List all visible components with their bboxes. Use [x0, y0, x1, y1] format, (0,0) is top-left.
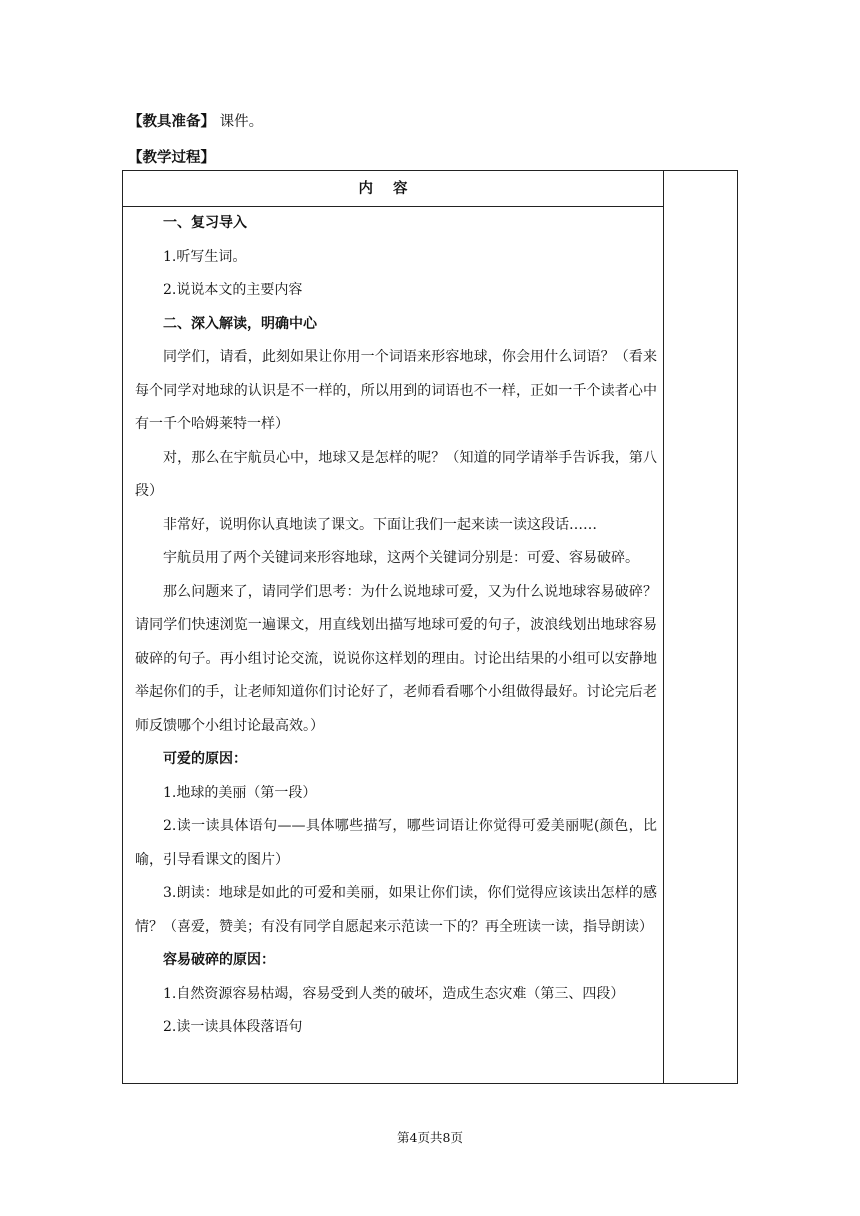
paragraph: 非常好，说明你认真地读了课文。下面让我们一起来读一读这段话…… — [163, 516, 597, 533]
paragraph: 2.读一读具体段落语句 — [163, 1019, 303, 1035]
table-header-content: 内容 — [123, 171, 663, 207]
paragraph: 1.自然资源容易枯竭，容易受到人类的破坏，造成生态灾难（第三、四段） — [163, 985, 625, 1002]
section-heading: 二、深入解读，明确中心 — [163, 315, 317, 332]
page-footer: 第4页共8页 — [397, 1130, 463, 1145]
table-column-divider — [663, 171, 664, 1083]
teaching-process-heading: 【教学过程】 — [128, 149, 215, 166]
table-content-cell — [135, 207, 657, 1045]
section-heading: 一、复习导入 — [163, 215, 247, 231]
section-heading: 容易破碎的原因： — [163, 952, 275, 968]
section-heading: 可爱的原因： — [163, 751, 247, 767]
paragraph: 3.朗读：地球是如此的可爱和美丽，如果让你们读，你们觉得应该读出怎样的感情？（喜爱，赞美；有没有同学自愿起来示范读一下的？再全班读一读，指导朗读） — [135, 885, 657, 935]
paragraph: 宇航员用了两个关键词来形容地球，这两个关键词分别是：可爱、容易破碎。 — [163, 550, 639, 566]
paragraph: 2.说说本文的主要内容 — [163, 282, 303, 298]
paragraph: 1.听写生词。 — [163, 248, 247, 265]
lesson-table — [122, 170, 738, 1084]
paragraph: 同学们，请看，此刻如果让你用一个词语来形容地球，你会用什么词语？（看来每个同学对地球的认识是不一样的，所以用到的词语也不一样，正如一千个读者心中有一千个哈姆莱特一样） — [135, 349, 657, 432]
teaching-aids-line — [128, 110, 263, 131]
teaching-aids-tag: 【教具准备】 — [128, 113, 215, 130]
paragraph: 1.地球的美丽（第一段） — [163, 784, 317, 801]
teaching-aids-text: 课件。 — [219, 114, 264, 130]
paragraph: 2.读一读具体语句——具体哪些描写，哪些词语让你觉得可爱美丽呢(颜色，比喻，引导看课文的图片） — [135, 818, 657, 868]
paragraph: 那么问题来了，请同学们思考：为什么说地球可爱，又为什么说地球容易破碎？请同学们快速浏览一遍课文，用直线划出描写地球可爱的句子，波浪线划出地球容易破碎的句子。再小组讨论交流，说说你这样划的理由。讨论出结果的小组可以安静地举起你们的手，让老师知道你们讨论好了，老师看看哪个小组做得最好。讨论完后老师反馈哪个小组讨论最高效。） — [135, 583, 657, 734]
paragraph: 对，那么在宇航员心中，地球又是怎样的呢？（知道的同学请举手告诉我，第八段） — [135, 449, 657, 499]
